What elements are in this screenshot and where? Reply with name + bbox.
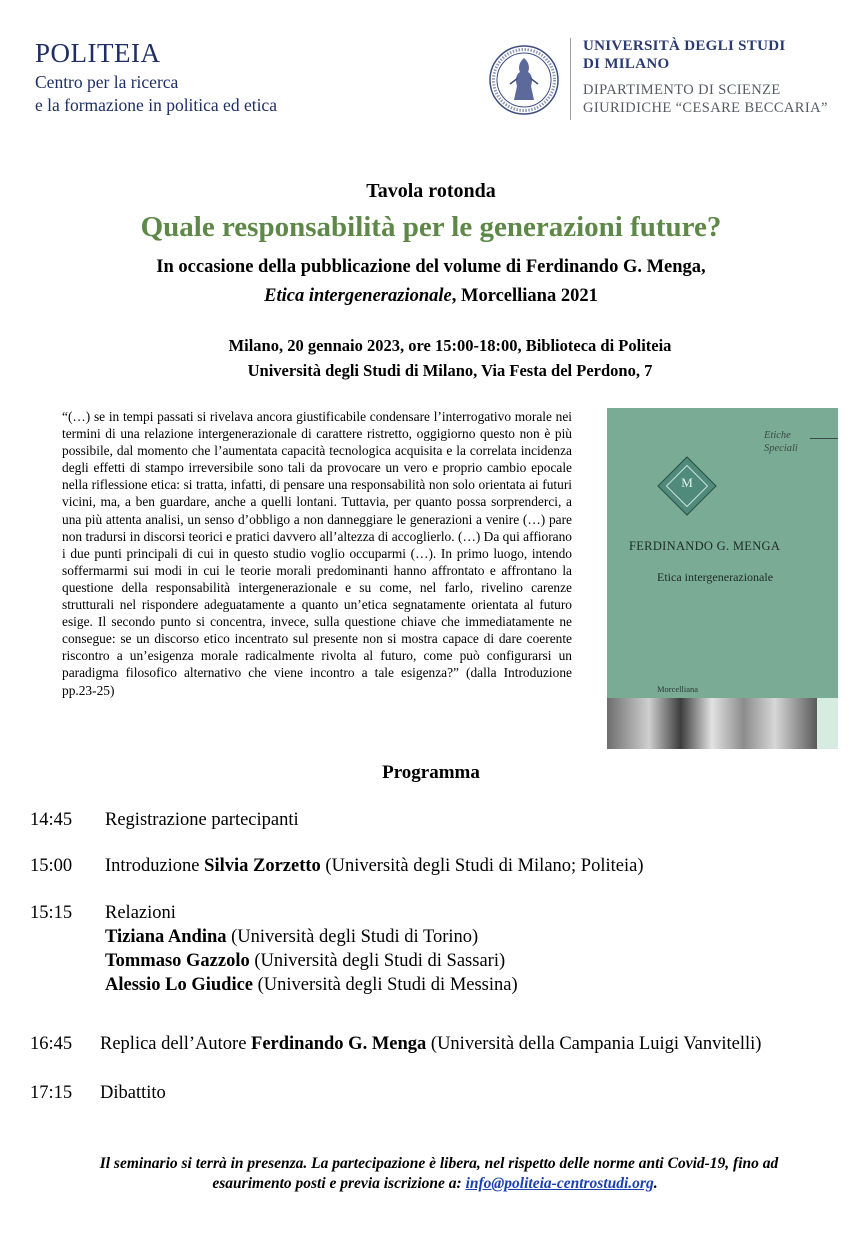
program-time-3: 15:15	[30, 903, 73, 923]
speaker-affiliation: (Università degli Studi di Torino)	[226, 927, 479, 947]
department-name-line1: DIPARTIMENTO DI SCIENZE	[583, 82, 781, 98]
program-item-3: Relazioni	[105, 903, 176, 923]
politeia-logo-title: POLITEIA	[35, 38, 161, 68]
university-name-line2: DI MILANO	[583, 56, 670, 72]
university-seal-icon	[488, 44, 560, 116]
program-speaker	[105, 975, 518, 996]
speaker-name: Alessio Lo Giudice	[105, 975, 254, 995]
program-item-2-pre: Introduzione	[105, 856, 205, 876]
speaker-name: Tiziana Andina	[105, 927, 227, 947]
program-item-5: Dibattito	[100, 1083, 166, 1103]
footer-note-line1: Il seminario si terrà in presenza. La partecipazione è libera, nel rispetto delle norme anti Covid-19, fino ad	[99, 1155, 779, 1172]
book-cover-author: FERDINANDO G. MENGA	[629, 539, 781, 553]
program-item-1: Registrazione partecipanti	[105, 810, 299, 830]
footer-note-line2-pre: esaurimento posti e previa iscrizione a:	[212, 1175, 466, 1192]
book-cover-image	[607, 408, 838, 749]
book-cover-photo	[607, 698, 817, 749]
program-item-2-speaker: Silvia Zorzetto	[204, 856, 321, 876]
registration-email-link[interactable]: info@politeia-centrostudi.org	[465, 1175, 654, 1192]
event-title: Quale responsabilità per le generazioni future?	[140, 211, 722, 243]
book-cover-rule	[810, 438, 838, 439]
event-occasion: In occasione della pubblicazione del volume di Ferdinando G. Menga,	[156, 257, 706, 277]
book-cover-title: Etica intergenerazionale	[657, 570, 774, 584]
speaker-affiliation: (Università degli Studi di Sassari)	[249, 951, 506, 971]
book-quote: “(…) se in tempi passati si rivelava ancora giustificabile condensare l’interrogativo morale nei termini di una relazione intergenerazionale di carattere ristretto, oggigiorno questo non è più possibile, dal momento che l’aumentata capacità tecnologica acquisita e la correlata incidenza degli effetti di stampo irreversibile sono tali da provocare un vero e proprio cambio epocale nella riflessione etica: si tratta, infatti, di pensare una responsabilità non solo orientata ai futuri vicini, ma, a ben guardare, anche a quelli lontani. Tuttavia, per quanto possa sorprenderci, a una più attenta analisi, un senso d’obbligo a non danneggiare le generazioni a venire (…) pare non tradursi in discorsi teorici e pratici davvero all’altezza di accoglierlo. (…) Da qui affiorano i due punti principali di cui in questo studio voglio occuparmi (…). In primo luogo, intendo soffermarmi sui modi in cui le teorie morali predominanti hanno affrontato e affrontano la questione della responsabilità intergenerazionale e su come, nel farlo, rivelino carenze strutturali nel rispondere adeguatamente a quanto un’etica segnatamente orientata al futuro esige. Il secondo punto si concentra, invece, sulla questione chiave che immediatamente ne consegue: se un discorso etico incentrato sul presente non si mostra capace di dare coerente riscontro a un’esigenza morale radicalmente rivolta al futuro, come può configurarsi un paradigma filosofico alternativo che viene incontro a tale esigenza?” (dalla Introduzione pp.23-25)	[62, 409, 572, 698]
program-item-4-affiliation: (Università della Campania Luigi Vanvitelli)	[426, 1034, 762, 1054]
book-cover-publisher: Morcelliana	[657, 684, 699, 694]
event-date-place: Milano, 20 gennaio 2023, ore 15:00-18:00, Biblioteca di Politeia	[228, 336, 672, 355]
university-name-line1: UNIVERSITÀ DEGLI STUDI	[583, 38, 786, 54]
program-time-4: 16:45	[30, 1034, 73, 1054]
program-speaker	[105, 927, 478, 948]
program-item-4	[100, 1034, 761, 1055]
book-reference-publisher: , Morcelliana 2021	[451, 286, 598, 306]
book-cover-series-line2: Speciali	[764, 443, 798, 454]
header-divider	[570, 38, 571, 120]
program-item-4-pre: Replica dell’Autore	[100, 1034, 252, 1054]
program-time-2: 15:00	[30, 856, 73, 876]
program-time-1: 14:45	[30, 810, 73, 830]
book-reference-title: Etica intergenerazionale	[264, 286, 452, 306]
program-item-2	[105, 856, 643, 877]
program-speaker	[105, 951, 505, 972]
book-cover-logo-letters: M	[681, 475, 693, 490]
speaker-affiliation: (Università degli Studi di Messina)	[253, 975, 518, 995]
footer-note-line2	[0, 1175, 862, 1193]
event-address: Università degli Studi di Milano, Via Festa del Perdono, 7	[247, 361, 653, 380]
speaker-name: Tommaso Gazzolo	[105, 951, 250, 971]
programma-heading: Programma	[382, 762, 480, 783]
event-kind: Tavola rotonda	[366, 180, 496, 202]
program-time-5: 17:15	[30, 1083, 73, 1103]
footer-note-line2-post: .	[653, 1175, 658, 1192]
politeia-subtitle-line2: e la formazione in politica ed etica	[35, 95, 277, 115]
program-item-2-affiliation: (Università degli Studi di Milano; Politeia)	[320, 856, 644, 876]
book-reference	[0, 286, 862, 307]
politeia-subtitle-line1: Centro per la ricerca	[35, 72, 179, 92]
department-name-line2: GIURIDICHE “CESARE BECCARIA”	[583, 100, 828, 116]
book-cover-series-line1: Etiche	[764, 430, 791, 441]
book-cover-strip	[817, 698, 838, 749]
program-item-4-speaker: Ferdinando G. Menga	[251, 1034, 427, 1054]
